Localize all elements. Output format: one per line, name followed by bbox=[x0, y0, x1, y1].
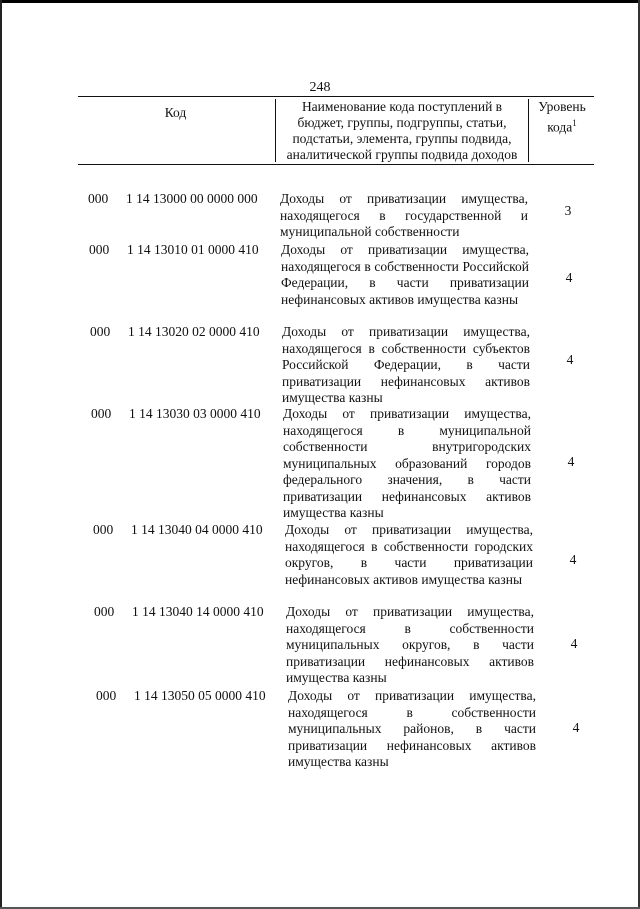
income-code: 1 14 13020 02 0000 410 bbox=[128, 324, 260, 339]
code-level: 4 bbox=[570, 636, 578, 651]
income-code: 1 14 13040 14 0000 410 bbox=[132, 604, 264, 619]
code-level: 4 bbox=[569, 552, 577, 567]
code-level: 4 bbox=[567, 454, 575, 469]
income-name: Доходы от приватизации имущества, находящегося в собственности субъектов Российской Федерации, в части приватизации нефинансовых активов имущества казны bbox=[282, 324, 530, 405]
admin-code: 000 bbox=[96, 688, 117, 703]
income-code: 1 14 13040 04 0000 410 bbox=[131, 522, 263, 537]
code-level: 4 bbox=[572, 720, 580, 735]
header-level bbox=[531, 99, 593, 136]
income-name: Доходы от приватизации имущества, находящегося в государственной и муниципальной собственности bbox=[280, 191, 528, 239]
code-level: 4 bbox=[566, 352, 574, 367]
income-name: Доходы от приватизации имущества, находящегося в собственности муниципальных округов, в части приватизации нефинансовых активов имущества казны bbox=[286, 604, 534, 685]
income-code: 1 14 13010 01 0000 410 bbox=[127, 242, 259, 257]
table-header bbox=[78, 96, 594, 165]
scan-border-top bbox=[0, 0, 640, 3]
code-level: 4 bbox=[565, 270, 573, 285]
admin-code: 000 bbox=[91, 406, 112, 421]
income-name: Доходы от приватизации имущества, находящегося в собственности городских округов, в части приватизации нефинансовых активов имущества казны bbox=[285, 522, 533, 587]
header-level-footnote: 1 bbox=[572, 118, 577, 128]
income-code: 1 14 13000 00 0000 000 bbox=[126, 191, 258, 206]
admin-code: 000 bbox=[88, 191, 109, 206]
income-name: Доходы от приватизации имущества, находящегося в муниципальной собственности внутригородских муниципальных образований городов федерального значения, в части приватизации нефинансовых активов имущества казны bbox=[283, 406, 531, 520]
admin-code: 000 bbox=[90, 324, 111, 339]
admin-code: 000 bbox=[94, 604, 115, 619]
admin-code: 000 bbox=[89, 242, 110, 257]
scan-border-left bbox=[0, 0, 2, 909]
header-code: Код bbox=[164, 105, 187, 120]
page-number: 248 bbox=[309, 80, 331, 95]
income-name: Доходы от приватизации имущества, находящегося в собственности муниципальных районов, в части приватизации нефинансовых активов имущества казны bbox=[288, 688, 536, 769]
header-name: Наименование кода поступлений в бюджет, группы, подгруппы, статьи, подстатьи, элемента, группы подвида, аналитической группы подвида доходов bbox=[275, 99, 529, 162]
income-code: 1 14 13030 03 0000 410 bbox=[129, 406, 261, 421]
code-level: 3 bbox=[564, 203, 572, 218]
income-code: 1 14 13050 05 0000 410 bbox=[134, 688, 266, 703]
header-level-label: Уровень кода bbox=[538, 99, 586, 135]
admin-code: 000 bbox=[93, 522, 114, 537]
income-name: Доходы от приватизации имущества, находящегося в собственности Российской Федерации, в части приватизации нефинансовых активов имущества казны bbox=[281, 242, 529, 307]
